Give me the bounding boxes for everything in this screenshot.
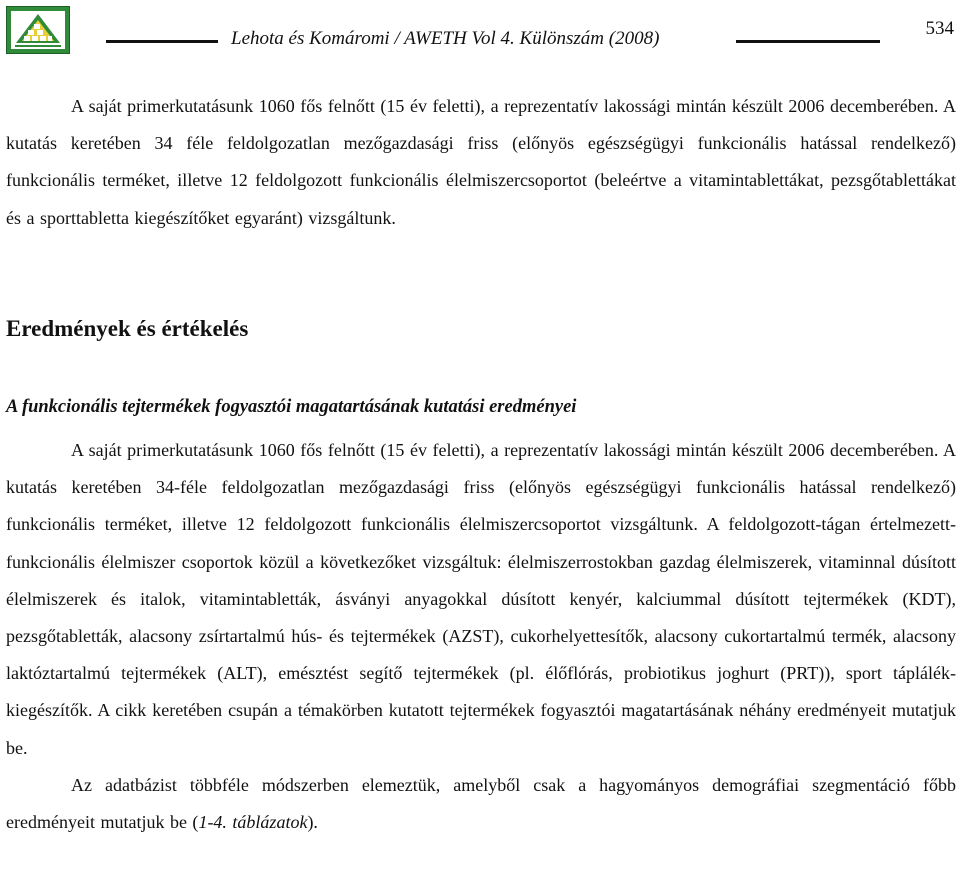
running-header-title: Lehota és Komáromi / AWETH Vol 4. Különszám (2008) xyxy=(231,28,660,49)
results-text-block xyxy=(6,432,956,841)
subsection-heading: A funkcionális tejtermékek fogyasztói magatartásának kutatási eredményei xyxy=(6,397,577,417)
header-rule-left xyxy=(106,40,218,43)
intro-paragraph-block xyxy=(6,88,956,237)
journal-logo-icon xyxy=(6,6,70,54)
header-rule-right xyxy=(736,40,880,43)
method-paragraph xyxy=(6,767,956,841)
table-reference: 1-4. táblázatok xyxy=(198,812,308,833)
page-number: 534 xyxy=(925,18,954,39)
intro-paragraph: A saját primerkutatásunk 1060 fős felnőtt (15 év feletti), a reprezentatív lakossági mintán készült 2006 decemberében. A kutatás keretében 34 féle feldolgozatlan mezőgazdasági friss (előnyös egészségügyi funkcionális hatással rendelkező) funkcionális terméket, illetve 12 feldolgozott funkcionális élelmiszercsoportot (beleértve a vitamintablettákat, pezsgőtablettákat és a sporttabletta kiegészítőket egyaránt) vizsgáltunk. xyxy=(6,96,956,228)
method-paragraph-text: Az adatbázist többféle módszerben elemeztük, amelyből csak a hagyományos demográfiai szegmentáció főbb eredményeit mutatjuk be ( xyxy=(6,774,956,833)
section-heading: Eredmények és értékelés xyxy=(6,316,249,341)
method-paragraph-end: ). xyxy=(307,812,318,833)
results-paragraph: A saját primerkutatásunk 1060 fős felnőtt (15 év feletti), a reprezentatív lakossági mintán készült 2006 decemberében. A kutatás keretében 34-féle feldolgozatlan mezőgazdasági friss (előnyös egészségügyi funkcionális hatással rendelkező) funkcionális terméket, illetve 12 feldolgozott funkcionális élelmiszercsoportot vizsgáltunk. A feldolgozott-tágan értelmezett- funkcionális élelmiszer csoportok közül a következőket vizsgáltuk: élelmiszerrostokban gazdag élelmiszerek, vitaminnal dúsított élelmiszerek és italok, vitamintabletták, ásványi anyagokkal dúsított kenyér, kalciummal dúsított tejtermékek (KDT), pezsgőtabletták, alacsony zsírtartalmú hús- és tejtermékek (AZST), cukorhelyettesítők, alacsony cukortartalmú termék, alacsony laktóztartalmú tejtermékek (ALT), emésztést segítő tejtermékek (pl. élőflórás, probiotikus joghurt (PRT)), sport táplálék-kiegészítők. A cikk keretében csupán a témakörben kutatott tejtermékek fogyasztói magatartásának néhány eredményeit mutatjuk be. xyxy=(6,440,956,758)
